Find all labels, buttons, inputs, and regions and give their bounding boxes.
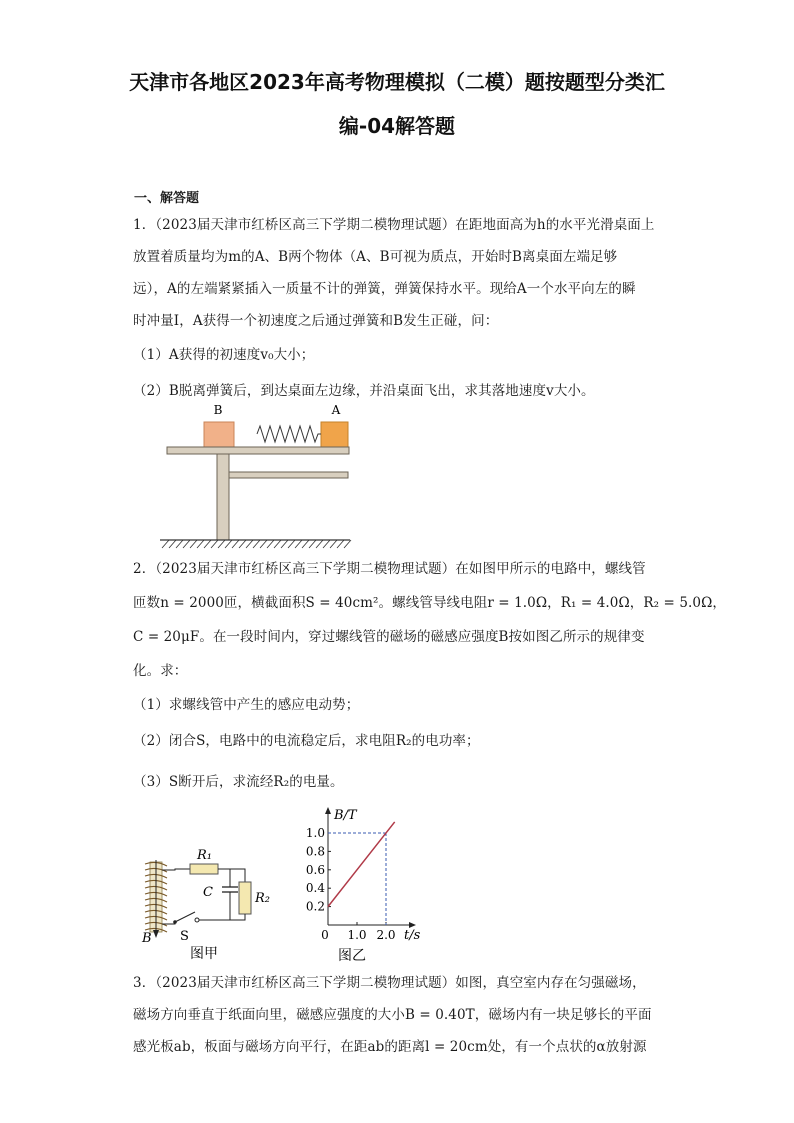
q1-part2: （2）B脱离弹簧后，到达桌面左边缘，并沿桌面飞出，求其落地速度v大小。 xyxy=(133,383,595,399)
wire-top-left xyxy=(162,869,190,870)
hatch-mark xyxy=(218,540,225,548)
hatch-mark xyxy=(239,540,246,548)
table-top xyxy=(167,447,349,454)
document-title-line2: 编-04解答题 xyxy=(338,114,456,138)
switch-s xyxy=(175,912,195,922)
x-tick-label: 1.0 xyxy=(347,928,367,942)
document-title-line1: 天津市各地区2023年高考物理模拟（二模）题按题型分类汇 xyxy=(129,70,665,94)
wire-right-top xyxy=(230,869,245,882)
hatch-mark xyxy=(197,540,204,548)
hatch-mark xyxy=(295,540,302,548)
q2-line2: 匝数n = 2000匝，横截面积S = 40cm²。螺线管导线电阻r = 1.0Ω，R₁ = 4.0Ω，R₂ = 5.0Ω， xyxy=(133,595,727,611)
switch-pivot xyxy=(173,920,177,924)
y-tick-label: 0.6 xyxy=(305,862,325,877)
r1-label: R₁ xyxy=(197,848,212,863)
table-leg xyxy=(217,454,229,540)
block-a-label: A xyxy=(331,403,341,417)
q3-line3: 感光板ab，板面与磁场方向平行，在距ab的距离l = 20cm处，有一个点状的α放射源 xyxy=(133,1039,647,1055)
hatch-mark xyxy=(246,540,253,548)
table-shelf xyxy=(229,472,348,478)
origin-label: 0 xyxy=(321,928,329,942)
q2-part2: （2）闭合S，电路中的电流稳定后，求电阻R₂的电功率； xyxy=(133,733,480,749)
hatch-mark xyxy=(288,540,295,548)
hatch-mark xyxy=(183,540,190,548)
section-heading: 一、解答题 xyxy=(134,191,200,206)
hatch-mark xyxy=(302,540,309,548)
hatch-mark xyxy=(267,540,274,548)
wire-bottom-left xyxy=(162,922,175,924)
y-axis-label: B/T xyxy=(334,808,357,823)
block-b-label: B xyxy=(213,403,223,417)
q2-line3: C = 20μF。在一段时间内，穿过螺线管的磁场的磁感应强度B按如图乙所示的规律变 xyxy=(133,629,645,645)
c-label: C xyxy=(203,885,213,900)
hatch-mark xyxy=(309,540,316,548)
q3-line2: 磁场方向垂直于纸面向里，磁感应强度的大小B = 0.40T，磁场内有一块足够长的平面 xyxy=(133,1007,652,1023)
hatch-mark xyxy=(225,540,232,548)
hatch-mark xyxy=(253,540,260,548)
q1-part1: （1）A获得的初速度v₀大小； xyxy=(133,347,315,363)
block-b xyxy=(204,422,234,447)
b-label: B xyxy=(142,931,152,946)
q2-bt-graph xyxy=(300,805,430,965)
s-label: S xyxy=(180,929,189,944)
r2-label: R₂ xyxy=(255,891,270,906)
hatch-mark xyxy=(281,540,288,548)
hatch-mark xyxy=(169,540,176,548)
hatch-mark xyxy=(344,540,351,548)
q1-line3: 远），A的左端紧紧插入一质量不计的弹簧，弹簧保持水平。现给A一个水平向左的瞬 xyxy=(133,281,636,297)
q1-line4: 时冲量I，A获得一个初速度之后通过弹簧和B发生正碰，问： xyxy=(133,313,499,329)
q1-line1: 1．（2023届天津市红桥区高三下学期二模物理试题）在距地面高为h的水平光滑桌面上 xyxy=(133,217,655,233)
caption-yi: 图乙 xyxy=(338,948,366,964)
q2-part3: （3）S断开后，求流经R₂的电量。 xyxy=(133,774,344,790)
q2-line4: 化。求： xyxy=(133,663,188,679)
y-tick-label: 0.8 xyxy=(305,844,325,859)
b-arrow-icon xyxy=(153,930,159,938)
q1-table-figure xyxy=(160,400,360,550)
hatch-mark xyxy=(162,540,169,548)
hatch-mark xyxy=(337,540,344,548)
hatch-mark xyxy=(274,540,281,548)
q2-line1: 2．（2023届天津市红桥区高三下学期二模物理试题）在如图甲所示的电路中，螺线管 xyxy=(133,561,646,577)
hatch-mark xyxy=(260,540,267,548)
resistor-r2 xyxy=(239,882,251,914)
y-axis-arrow-icon xyxy=(325,807,331,814)
hatch-mark xyxy=(330,540,337,548)
q1-line2: 放置着质量均为m的A、B两个物体（A、B可视为质点，开始时B离桌面左端足够 xyxy=(133,249,618,265)
y-tick-label: 1.0 xyxy=(305,826,325,840)
hatch-mark xyxy=(316,540,323,548)
switch-contact xyxy=(195,918,199,922)
hatch-mark xyxy=(190,540,197,548)
caption-jia: 图甲 xyxy=(190,946,218,962)
hatch-mark xyxy=(211,540,218,548)
x-tick-label: 2.0 xyxy=(376,928,396,942)
block-a xyxy=(321,422,348,447)
ground-hatching xyxy=(162,540,351,548)
q3-line1: 3．（2023届天津市红桥区高三下学期二模物理试题）如图，真空室内存在匀强磁场， xyxy=(133,975,646,991)
y-tick-label: 0.4 xyxy=(305,881,325,896)
hatch-mark xyxy=(232,540,239,548)
b-t-series-line xyxy=(328,822,395,907)
y-tick-label: 0.2 xyxy=(305,899,325,914)
hatch-mark xyxy=(204,540,211,548)
spring xyxy=(257,426,321,442)
x-axis-label: t/s xyxy=(404,928,421,943)
q2-circuit-figure xyxy=(135,840,285,965)
hatch-mark xyxy=(176,540,183,548)
resistor-r1 xyxy=(190,864,218,874)
q2-part1: （1）求螺线管中产生的感应电动势； xyxy=(133,697,360,713)
hatch-mark xyxy=(323,540,330,548)
